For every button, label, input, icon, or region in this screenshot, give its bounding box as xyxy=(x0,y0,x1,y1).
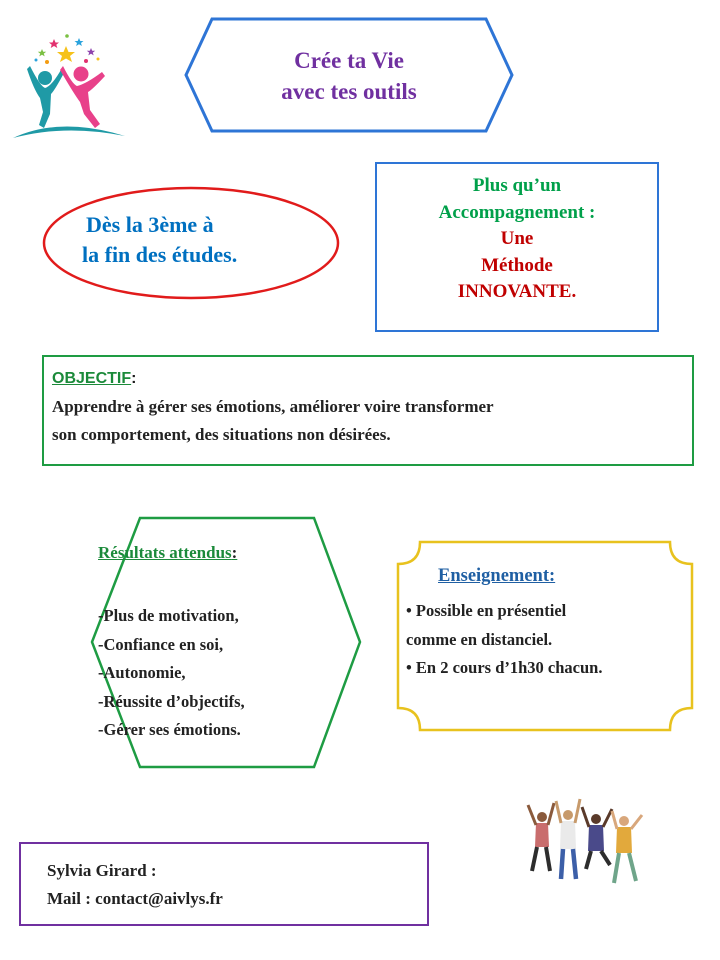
list-item: • Possible en présentiel xyxy=(406,601,567,620)
results-heading-colon: : xyxy=(231,543,238,562)
teaching-list xyxy=(406,597,602,683)
objective-line-1: Apprendre à gérer ses émotions, améliorer voire transformer xyxy=(52,397,494,416)
list-item: comme en distanciel. xyxy=(406,629,553,649)
results-hexagon xyxy=(92,516,362,769)
list-item: -Plus de motivation, xyxy=(98,606,239,625)
contact-name: Sylvia Girard : xyxy=(47,861,157,880)
objective-label: OBJECTIF xyxy=(52,370,132,387)
method-line-1: Plus qu’un xyxy=(472,175,562,196)
title-line-1: Crée ta Vie xyxy=(294,48,404,73)
list-item: • En 2 cours d’1h30 chacun. xyxy=(406,658,603,677)
audience-oval xyxy=(42,186,340,300)
audience-line-2: la fin des études. xyxy=(82,242,238,267)
list-item: -Autonomie, xyxy=(98,663,186,682)
title-banner xyxy=(184,17,514,133)
method-line-3: Une xyxy=(500,228,534,249)
method-box xyxy=(375,162,659,332)
results-heading xyxy=(98,543,237,563)
jumping-people-illustration xyxy=(524,795,654,895)
method-line-4: Méthode xyxy=(481,254,553,276)
audience-line-1: Dès la 3ème à xyxy=(86,212,214,237)
teaching-heading: Enseignement: xyxy=(438,566,556,586)
method-line-2: Accompagnement : xyxy=(438,201,596,223)
teaching-box xyxy=(396,540,694,732)
results-list xyxy=(98,602,245,745)
audience-text xyxy=(82,210,322,270)
objective-text xyxy=(52,393,692,449)
kids-jumping-stars-logo xyxy=(10,28,128,142)
list-item: -Gérer ses émotions. xyxy=(98,720,241,739)
list-item: -Réussite d’objectifs, xyxy=(98,691,245,711)
results-heading-text: Résultats attendus xyxy=(98,543,232,562)
method-line-5: INNOVANTE. xyxy=(457,281,577,302)
contact-box xyxy=(19,842,429,926)
page-title xyxy=(184,45,514,107)
title-line-2: avec tes outils xyxy=(281,79,417,104)
objective-colon: : xyxy=(131,370,137,387)
list-item: -Confiance en soi, xyxy=(98,634,224,654)
objective-box xyxy=(42,355,694,466)
objective-line-2: son comportement, des situations non désirées. xyxy=(52,425,391,444)
contact-mail: Mail : contact@aivlys.fr xyxy=(47,889,223,908)
